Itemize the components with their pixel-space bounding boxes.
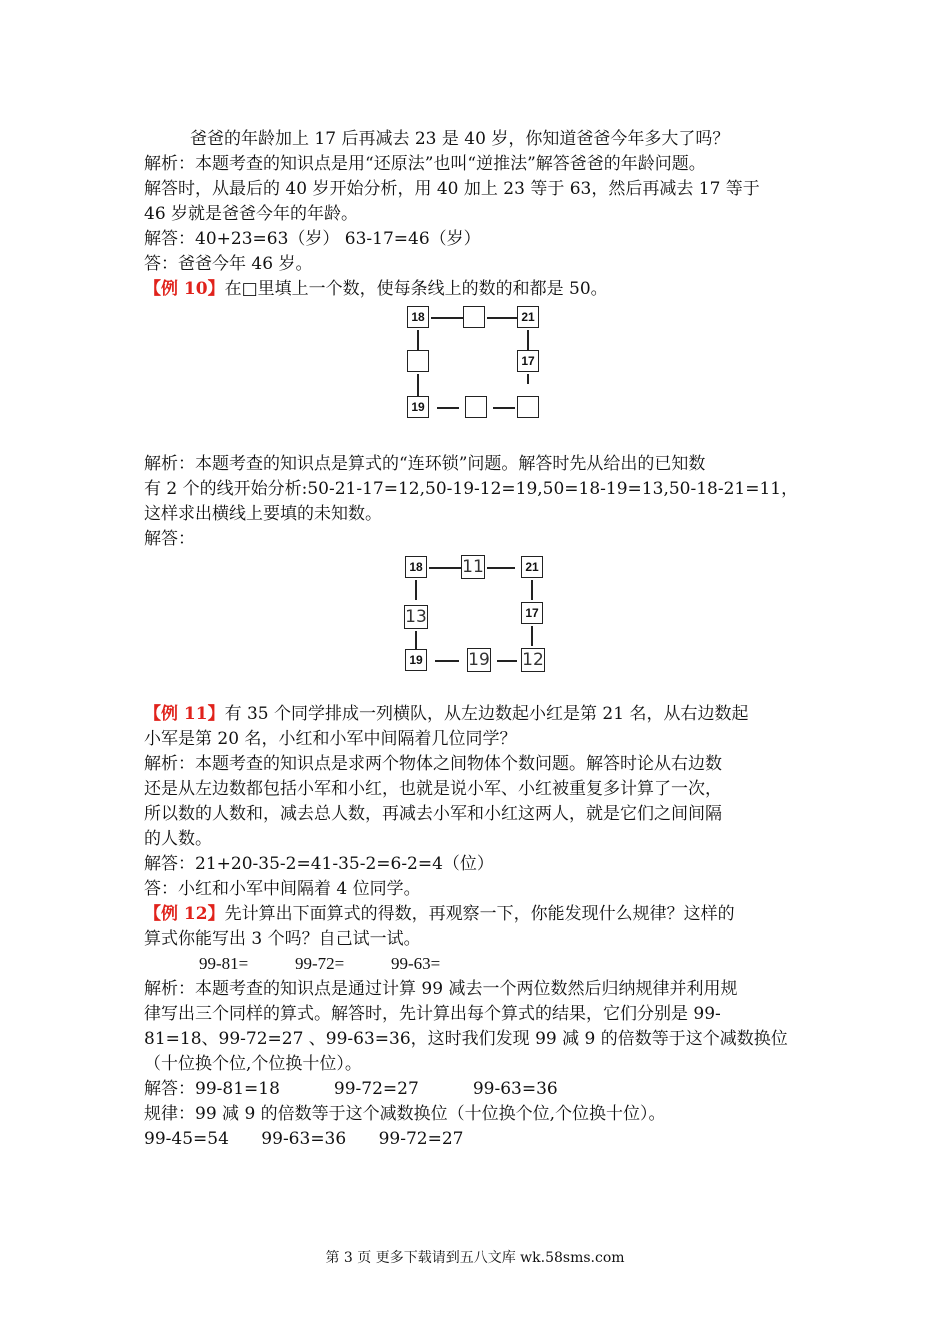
example-12-solution: 解答：99-81=18 99-72=27 99-63=36 [144, 1079, 558, 1099]
box-bottom-middle-answer: 19 [468, 650, 490, 670]
box-top-right: 21 [517, 306, 539, 328]
connector [437, 407, 459, 409]
example-11-analysis-line-3: 所以数的人数和，减去总人数，再减去小军和小红这两人，就是它们之间间隔 [144, 804, 722, 824]
intro-analysis-line-2: 解答时，从最后的 40 岁开始分析，用 40 加上 23 等于 63，然后再减去 17 等于 [144, 179, 760, 199]
example-11-solution: 解答：21+20-35-2=41-35-2=6-2=4（位） [144, 854, 494, 874]
example-11-question-1: 有 35 个同学排成一列横队，从左边数起小红是第 21 名，从右边数起 [224, 704, 749, 724]
intro-answer: 答：爸爸今年 46 岁。 [144, 254, 313, 274]
box-top-middle-empty [463, 306, 485, 328]
intro-question: 爸爸的年龄加上 17 后再减去 23 是 40 岁，你知道爸爸今年多大了吗？ [190, 129, 730, 149]
example-12-analysis-line-4: （十位换个位,个位换十位）。 [144, 1054, 362, 1074]
example-10-question-line [144, 278, 608, 300]
example-12-question-1: 先计算出下面算式的得数，再观察一下，你能发现什么规律？这样的 [224, 904, 735, 924]
box-top-left: 18 [405, 556, 427, 578]
example-12-analysis-line-3: 81=18、99-72=27 、99-63=36，这时我们发现 99 减 9 的倍数等于这个减数换位 [144, 1029, 788, 1049]
box-left-middle-empty [407, 350, 429, 372]
connector [531, 626, 533, 646]
example-10-solution-label: 解答： [144, 529, 195, 549]
connector [417, 330, 419, 350]
intro-analysis-line-3: 46 岁就是爸爸今年的年龄。 [144, 204, 359, 224]
box-left-middle-answer: 13 [405, 607, 427, 627]
connector [435, 660, 459, 662]
intro-analysis-line-1: 解析：本题考查的知识点是用“还原法”也叫“逆推法”解答爸爸的年龄问题。 [144, 154, 706, 174]
connector [487, 317, 517, 319]
connector [527, 330, 529, 350]
connector [531, 580, 533, 600]
example-10-analysis-line-3: 这样求出横线上要填的未知数。 [144, 504, 382, 524]
box-top-left: 18 [407, 306, 429, 328]
box-top-middle-answer: 11 [462, 557, 484, 577]
example-11-analysis-line-1: 解析：本题考查的知识点是求两个物体之间物体个数问题。解答时论从右边数 [144, 754, 722, 774]
connector [417, 374, 419, 396]
box-bottom-right-empty [517, 396, 539, 418]
example-12-analysis-line-2: 律写出三个同样的算式。解答时，先计算出每个算式的结果，它们分别是 99- [144, 1004, 721, 1024]
example-11-tag: 【例 11】 [144, 704, 225, 724]
page-footer: 第 3 页 更多下载请到五八文库 wk.58sms.com [325, 1250, 625, 1266]
example-11-analysis-line-4: 的人数。 [144, 829, 212, 849]
example-11-analysis-line-2: 还是从左边数都包括小军和小红，也就是说小军、小红被重复多计算了一次， [144, 779, 722, 799]
example-11-question-line-2: 小军是第 20 名，小红和小军中间隔着几位同学？ [144, 729, 517, 749]
puzzle-diagram-blank [404, 303, 554, 423]
example-11-answer: 答：小红和小军中间隔着 4 位同学。 [144, 879, 421, 899]
box-bottom-right-answer: 12 [522, 650, 544, 670]
example-12-tag: 【例 12】 [144, 904, 225, 924]
connector [415, 631, 417, 649]
connector [429, 567, 461, 569]
connector [415, 580, 417, 600]
puzzle-diagram-solved [402, 553, 552, 677]
box-right-middle: 17 [521, 602, 543, 624]
example-12-question-line-1 [144, 903, 735, 925]
box-bottom-middle-empty [465, 396, 487, 418]
example-10-question: 在□里填上一个数，使每条线上的数的和都是 50。 [224, 279, 608, 299]
box-top-right: 21 [521, 556, 543, 578]
example-12-rule: 规律：99 减 9 的倍数等于这个减数换位（十位换个位,个位换十位）。 [144, 1104, 666, 1124]
connector [497, 660, 517, 662]
intro-solution: 解答：40+23=63（岁） 63-17=46（岁） [144, 229, 481, 249]
connector [487, 567, 515, 569]
box-right-middle: 17 [517, 350, 539, 372]
example-10-analysis-line-2: 有 2 个的线开始分析:50-21-17=12,50-19-12=19,50=18-19=13,50-18-21=11， [144, 479, 799, 499]
connector [431, 317, 463, 319]
example-10-tag: 【例 10】 [144, 279, 225, 299]
connector [493, 407, 515, 409]
connector [527, 374, 529, 384]
box-bottom-left: 19 [407, 396, 429, 418]
example-12-examples: 99-45=54 99-63=36 99-72=27 [144, 1129, 464, 1149]
example-10-analysis-line-1: 解析：本题考查的知识点是算式的“连环锁”问题。解答时先从给出的已知数 [144, 454, 706, 474]
box-bottom-left: 19 [405, 649, 427, 671]
example-12-question-line-2: 算式你能写出 3 个吗？自己试一试。 [144, 929, 421, 949]
example-12-expressions: 99-81= 99-72= 99-63= [199, 954, 441, 973]
example-12-analysis-line-1: 解析：本题考查的知识点是通过计算 99 减去一个两位数然后归纳规律并利用规 [144, 979, 738, 999]
example-11-question-line-1 [144, 703, 748, 725]
